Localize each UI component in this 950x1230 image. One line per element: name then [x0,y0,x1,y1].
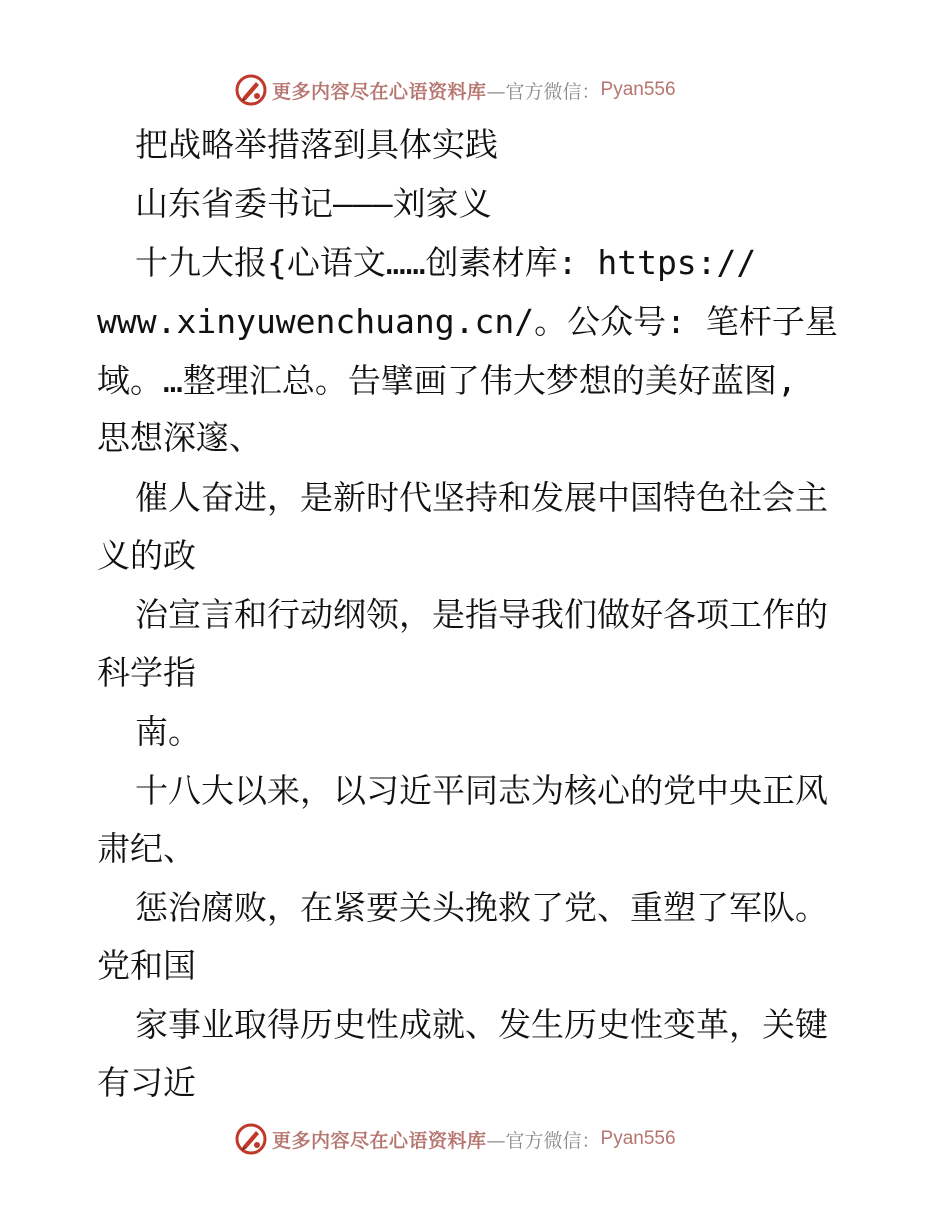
text-line: 治宣言和行动纲领，是指导我们做好各项工作的 [135,595,828,634]
banner-wechat-id: Pyan556 [600,1128,676,1149]
banner-wechat-text: —官方微信： [486,80,601,103]
text-line: 十九大报{心语文……创素材库: https:// [135,243,757,282]
text-line: 义的政 [97,536,196,575]
text-line: 催人奋进，是新时代坚持和发展中国特色社会主 [135,478,828,517]
text-line: www.xinyuwenchuang.cn/。公众号: 笔杆子星 [97,302,838,341]
pen-logo-icon [234,1122,268,1156]
text-line: 十八大以来，以习近平同志为核心的党中央正风 [135,771,828,810]
text-line: 思想深邃、 [97,418,262,457]
text-line: 域。…整理汇总。告擘画了伟大梦想的美好蓝图, [97,361,797,400]
banner-wechat-id: Pyan556 [600,79,676,100]
text-line: 南。 [135,712,201,751]
header-watermark-banner [234,70,714,110]
text-line: 党和国 [97,946,196,985]
pen-logo-icon [234,73,268,107]
banner-main-text: 更多内容尽在心语资料库 [272,80,487,103]
text-line: 家事业取得历史性成就、发生历史性变革，关键 [135,1005,828,1044]
footer-watermark-banner [234,1119,714,1159]
text-line: 惩治腐败，在紧要关头挽救了党、重塑了军队。 [135,888,828,927]
text-line: 科学指 [97,653,196,692]
text-line: 有习近 [97,1063,196,1102]
banner-wechat-text: —官方微信： [486,1129,601,1152]
banner-main-text: 更多内容尽在心语资料库 [272,1129,487,1152]
text-line: 把战略举措落到具体实践 [135,125,498,164]
text-line: 山东省委书记———刘家义 [135,184,492,223]
text-line: 肃纪、 [97,829,196,868]
